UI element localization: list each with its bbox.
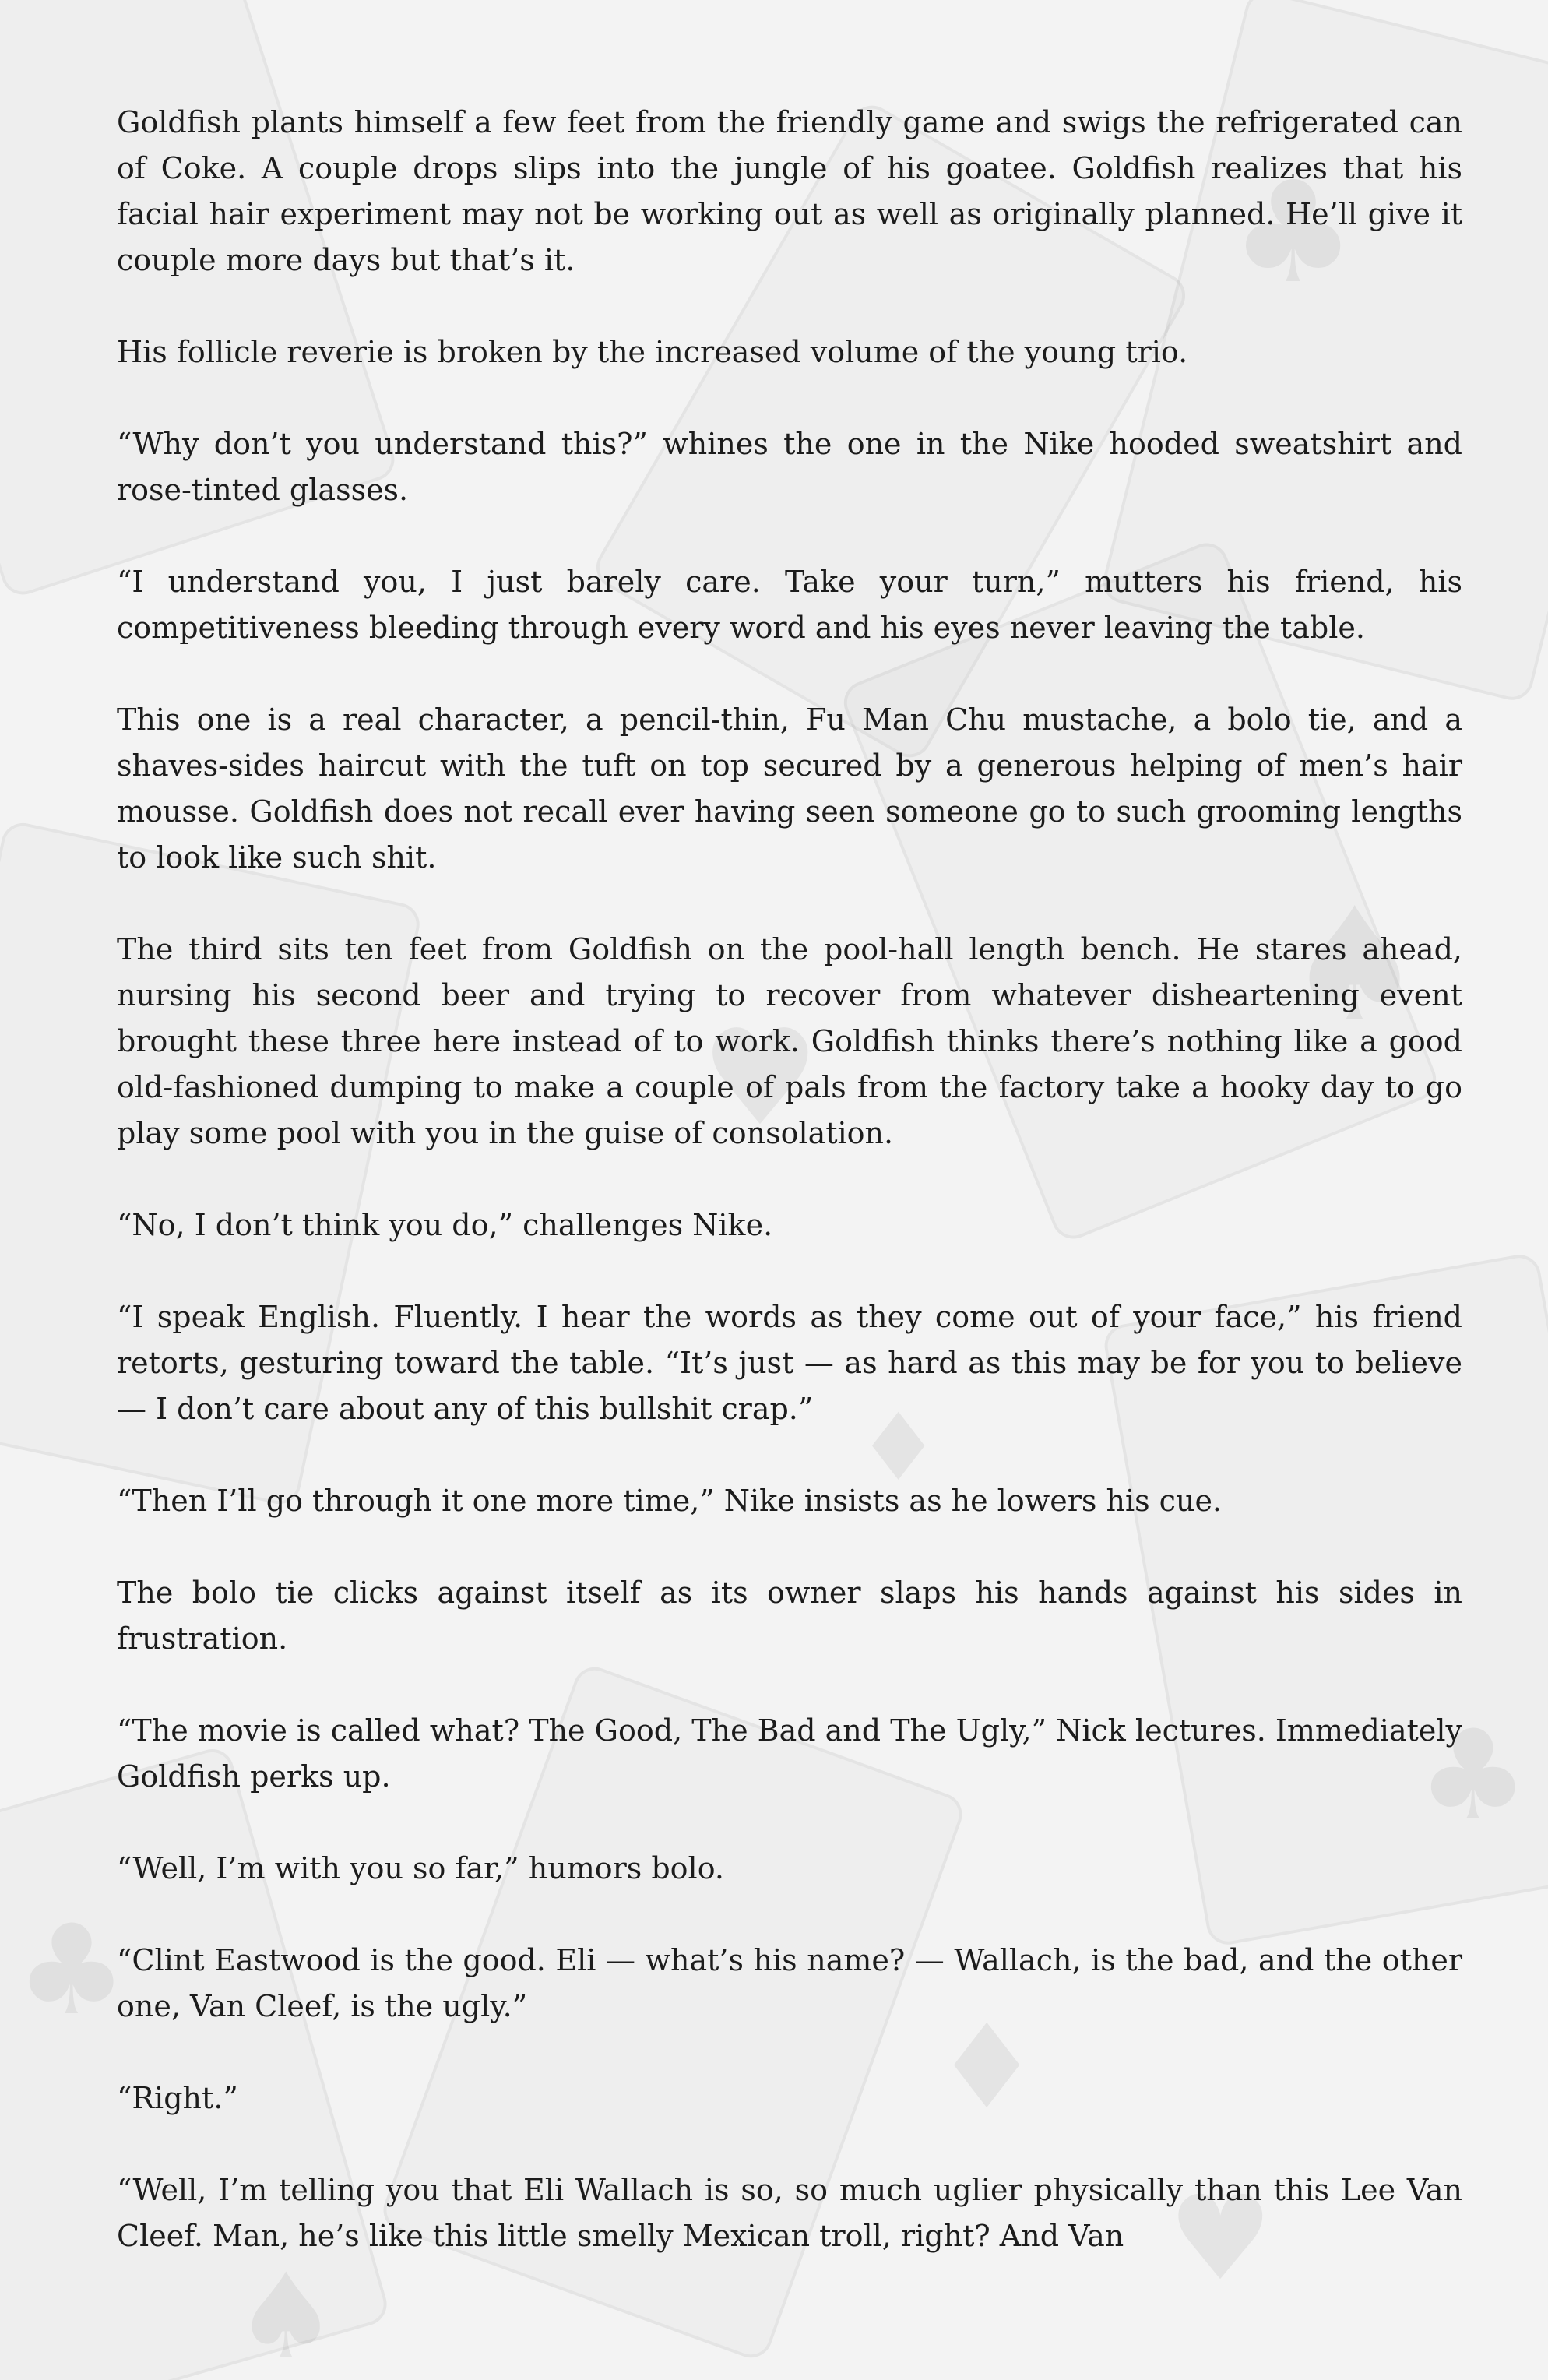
paragraph: “Well, I’m with you so far,” humors bolo. (117, 1851, 725, 1885)
paragraph: “I speak English. Fluently. I hear the words as they come out of your face,” his friend retorts, gesturing toward the table. “It’s just — as hard as this may be for you to believe — I don’t care about any of this bullshit crap.” (117, 1300, 1462, 1426)
spade-suit-icon: ♠ (1285, 875, 1425, 1056)
club-suit-icon: ♣ (1417, 1702, 1529, 1848)
paragraph: “I understand you, I just barely care. Take your turn,” mutters his friend, his competitiveness bleeding through every word and his eyes never leaving the table. (117, 565, 1462, 645)
club-suit-icon: ♣ (16, 1897, 128, 2043)
paragraph: “No, I don’t think you do,” challenges Nike. (117, 1208, 773, 1242)
diamond-suit-icon: ♦ (934, 2000, 1040, 2135)
spade-suit-icon: ♠ (234, 2249, 339, 2380)
paragraph: “Right.” (117, 2081, 238, 2115)
paragraph: “Clint Eastwood is the good. Eli — what’s his name? — Wallach, is the bad, and the other one, Van Cleef, is the ugly.” (117, 1943, 1462, 2023)
diamond-suit-icon: ♦ (857, 1394, 941, 1502)
paragraph: This one is a real character, a pencil-thin, Fu Man Chu mustache, a bolo tie, and a shaves-sides haircut with the tuft on top secured by a generous helping of men’s hair mousse. Goldfish does not recall ever having seen someone go to such grooming lengths to look like such shit. (117, 702, 1462, 875)
paragraph: “The movie is called what? The Good, The Bad and The Ugly,” Nick lectures. Immediately Goldfish perks up. (117, 1713, 1462, 1794)
paragraph: “Well, I’m telling you that Eli Wallach is so, so much uglier physically than this Lee Van Cleef. Man, he’s like this little smelly Mexican troll, right? And Van (117, 2173, 1462, 2253)
paragraph: “Then I’ll go through it one more time,” Nike insists as he lowers his cue. (117, 1484, 1223, 1518)
heart-suit-icon: ♥ (1168, 2171, 1273, 2307)
club-suit-icon: ♣ (1230, 152, 1356, 315)
paragraph: Goldfish plants himself a few feet from the friendly game and swigs the refrigerated can of Coke. A couple drops slips into the jungle of his goatee. Goldfish realizes that his facial hair experiment may not be working out as well as originally planned. He’ll give it couple more days but that’s it. (117, 105, 1462, 277)
paragraph: The third sits ten feet from Goldfish on the pool-hall length bench. He stares ahead, nursing his second beer and trying to recover from whatever disheartening event brought these three here instead of to work. Goldfish thinks there’s nothing like a good old-fashioned dumping to make a couple of pals from the factory take a hooky day to go play some pool with you in the guise of consolation. (117, 932, 1462, 1150)
heart-suit-icon: ♥ (701, 1002, 820, 1156)
paragraph: His follicle reverie is broken by the increased volume of the young trio. (117, 335, 1188, 369)
paragraph: “Why don’t you understand this?” whines the one in the Nike hooded sweatshirt and rose-tinted glasses. (117, 427, 1462, 507)
page-body (117, 100, 1462, 2305)
paragraph: The bolo tie clicks against itself as its owner slaps his hands against his sides in frustration. (117, 1576, 1462, 1656)
